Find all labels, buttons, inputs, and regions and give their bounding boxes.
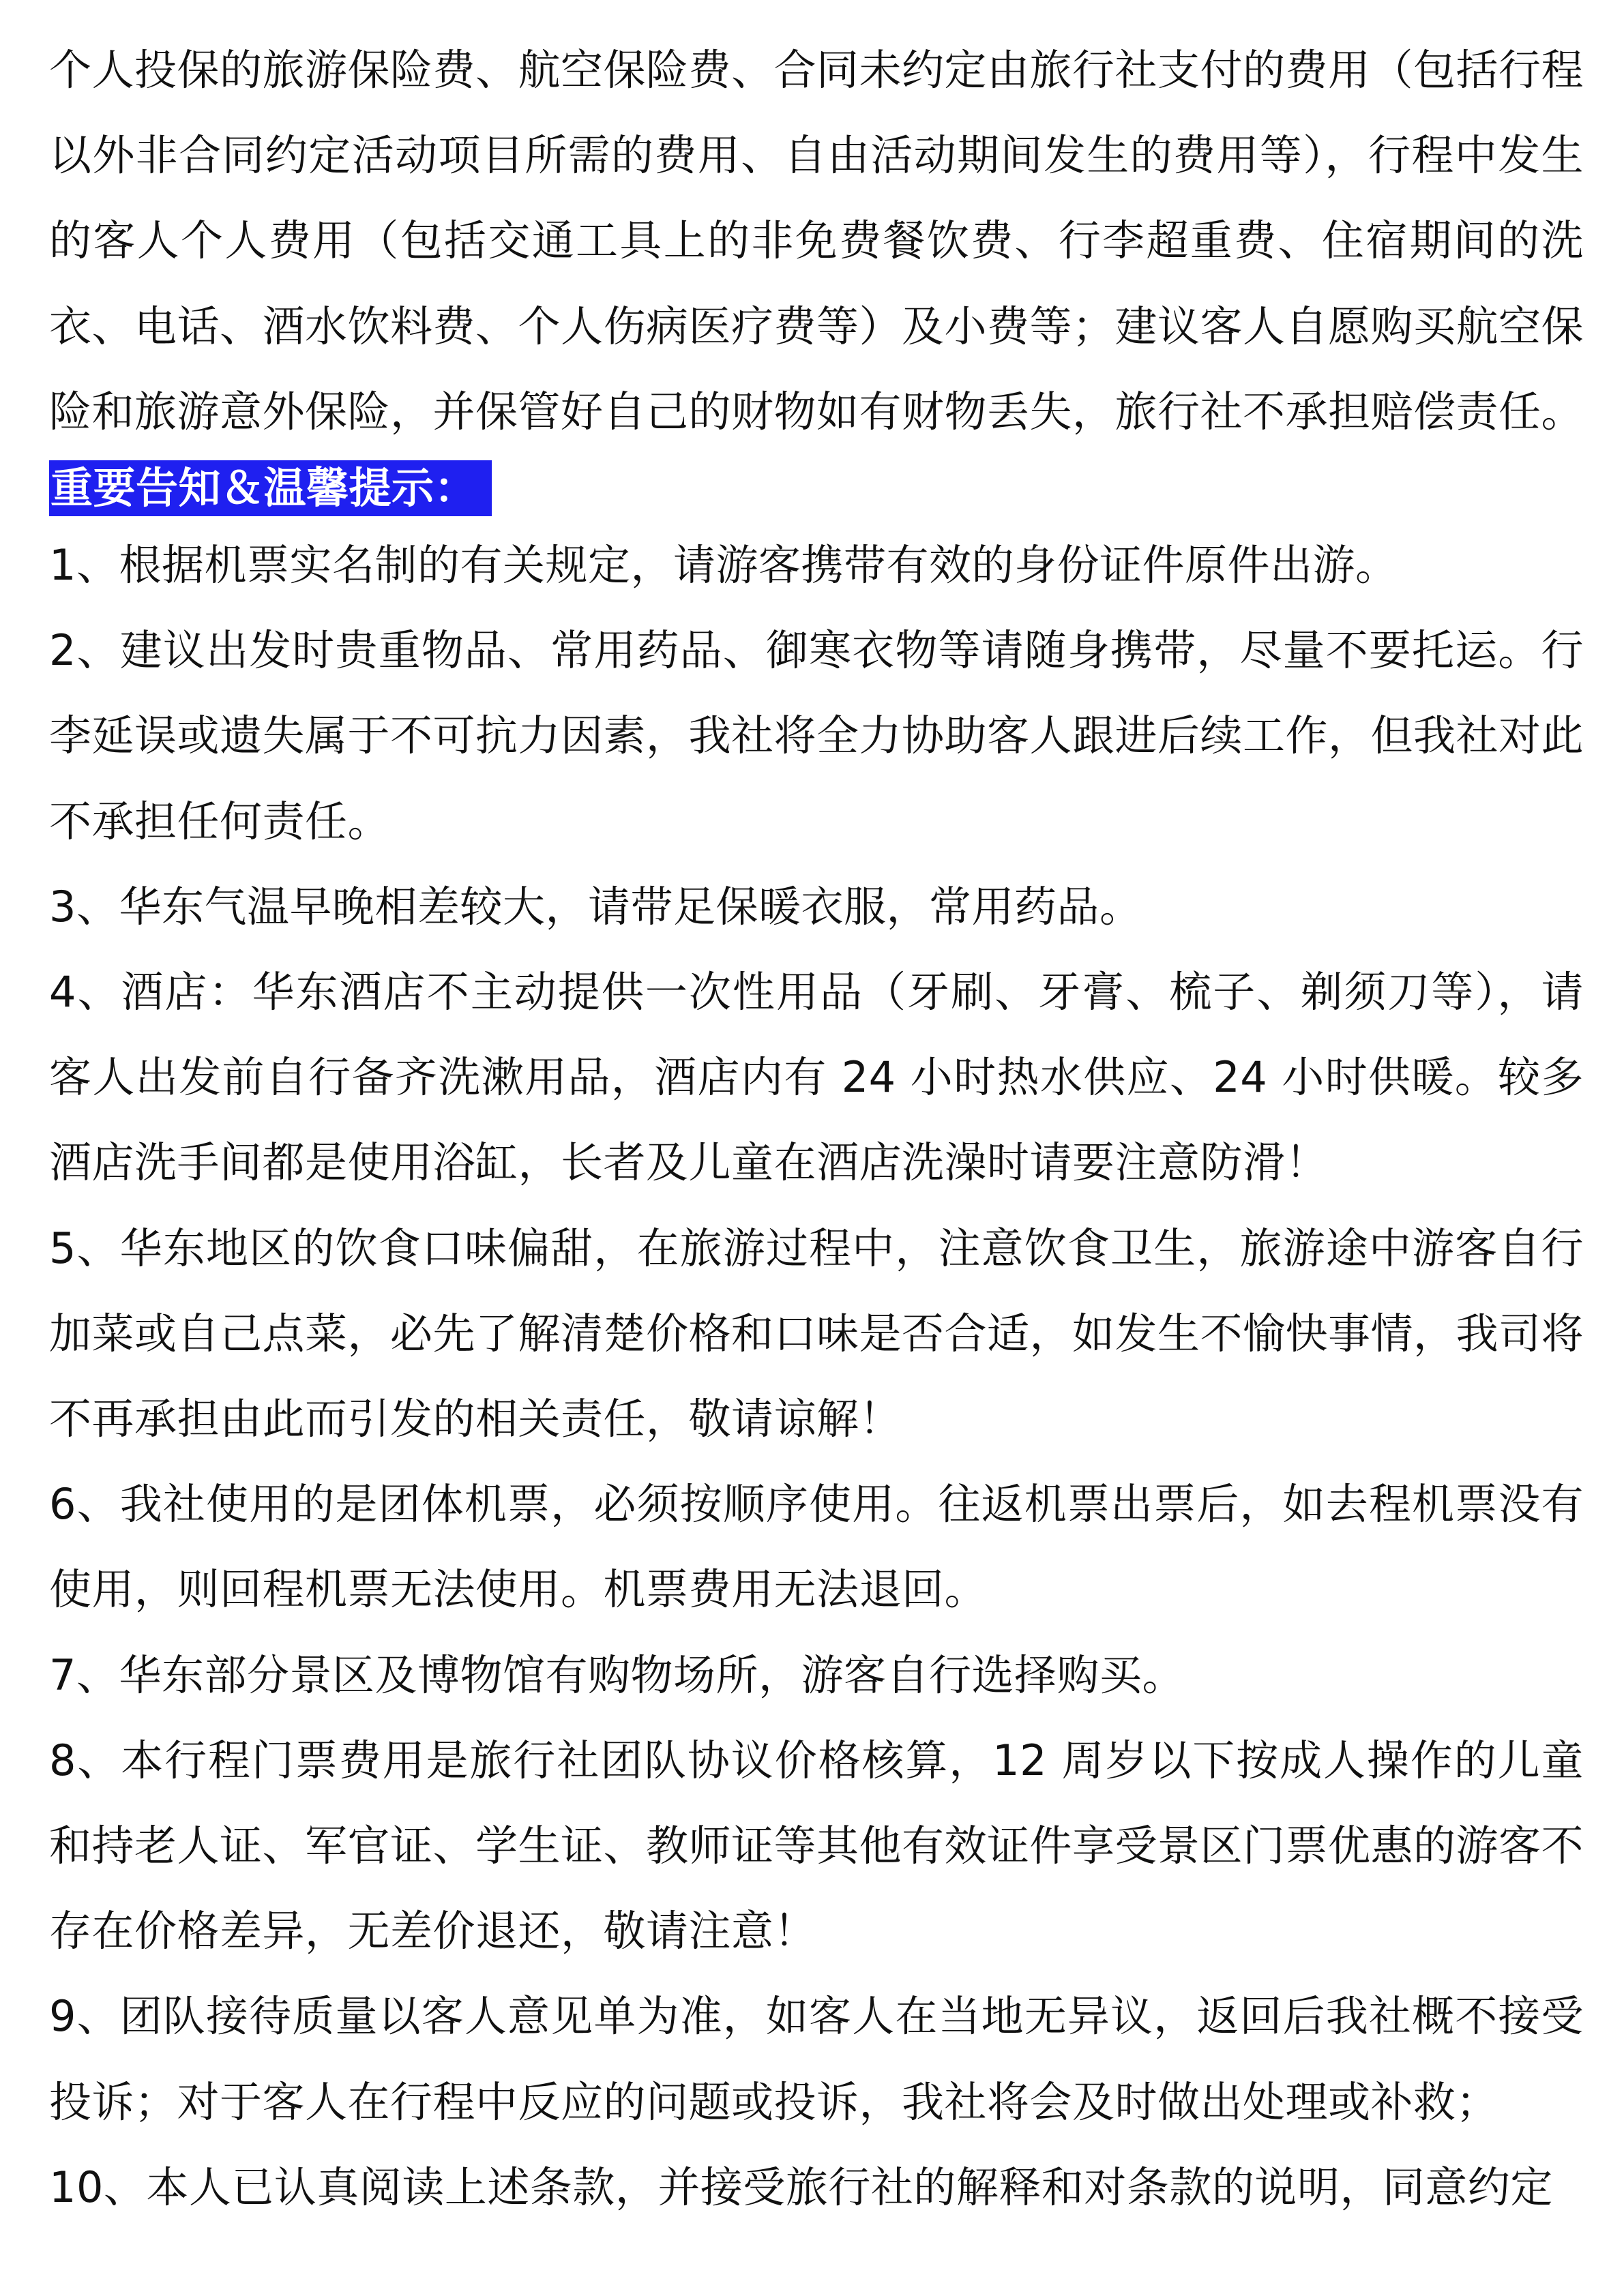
notice-item-7: 7、华东部分景区及博物馆有购物场所，游客自行选择购买。 [49, 1650, 1185, 1700]
notice-item-10: 10、本人已认真阅读上述条款，并接受旅行社的解释和对条款的说明，同意约定 [49, 2162, 1553, 2212]
notice-item-5: 5、华东地区的饮食口味偏甜，在旅游过程中，注意饮食卫生，旅游途中游客自行加菜或自己点菜，必先了解清楚价格和口味是否合适，如发生不愉快事情，我司将不再承担由此而引发的相关责任，敬请谅解！ [49, 1223, 1584, 1444]
notice-item-4: 4、酒店：华东酒店不主动提供一次性用品（牙刷、牙膏、梳子、剃须刀等），请客人出发前自行备齐洗漱用品，酒店内有 24 小时热水供应、24 小时供暖。较多酒店洗手间都是使用浴缸，长者及儿童在酒店洗澡时请要注意防滑！ [49, 967, 1584, 1188]
notice-heading-row [49, 454, 1584, 522]
notice-item-1: 1、根据机票实名制的有关规定，请游客携带有效的身份证件原件出游。 [49, 540, 1398, 591]
notice-item-3: 3、华东气温早晚相差较大，请带足保暖衣服，常用药品。 [49, 881, 1142, 931]
notice-item-6: 6、我社使用的是团体机票，必须按顺序使用。往返机票出票后，如去程机票没有使用，则回程机票无法使用。机票费用无法退回。 [49, 1479, 1584, 1615]
notice-item-9: 9、团队接待质量以客人意见单为准，如客人在当地无异议，返回后我社概不接受投诉；对于客人在行程中反应的问题或投诉，我社将会及时做出处理或补救； [49, 1991, 1584, 2127]
notice-item-8: 8、本行程门票费用是旅行社团队协议价格核算，12 周岁以下按成人操作的儿童和持老人证、军官证、学生证、教师证等其他有效证件享受景区门票优惠的游客不存在价格差异，无差价退还，敬请注意！ [49, 1735, 1584, 1956]
notice-heading: 重要告知＆温馨提示： [49, 460, 492, 516]
notice-item-2: 2、建议出发时贵重物品、常用药品、御寒衣物等请随身携带，尽量不要托运。行李延误或遗失属于不可抗力因素，我社将全力协助客人跟进后续工作，但我社对此不承担任何责任。 [49, 625, 1584, 846]
intro-paragraph: 个人投保的旅游保险费、航空保险费、合同未约定由旅行社支付的费用（包括行程以外非合同约定活动项目所需的费用、自由活动期间发生的费用等），行程中发生的客人个人费用（包括交通工具上的非免费餐饮费、行李超重费、住宿期间的洗衣、电话、酒水饮料费、个人伤病医疗费等）及小费等；建议客人自愿购买航空保险和旅游意外保险，并保管好自己的财物如有财物丢失，旅行社不承担赔偿责任。 [49, 45, 1584, 436]
document-page [49, 27, 1584, 2230]
